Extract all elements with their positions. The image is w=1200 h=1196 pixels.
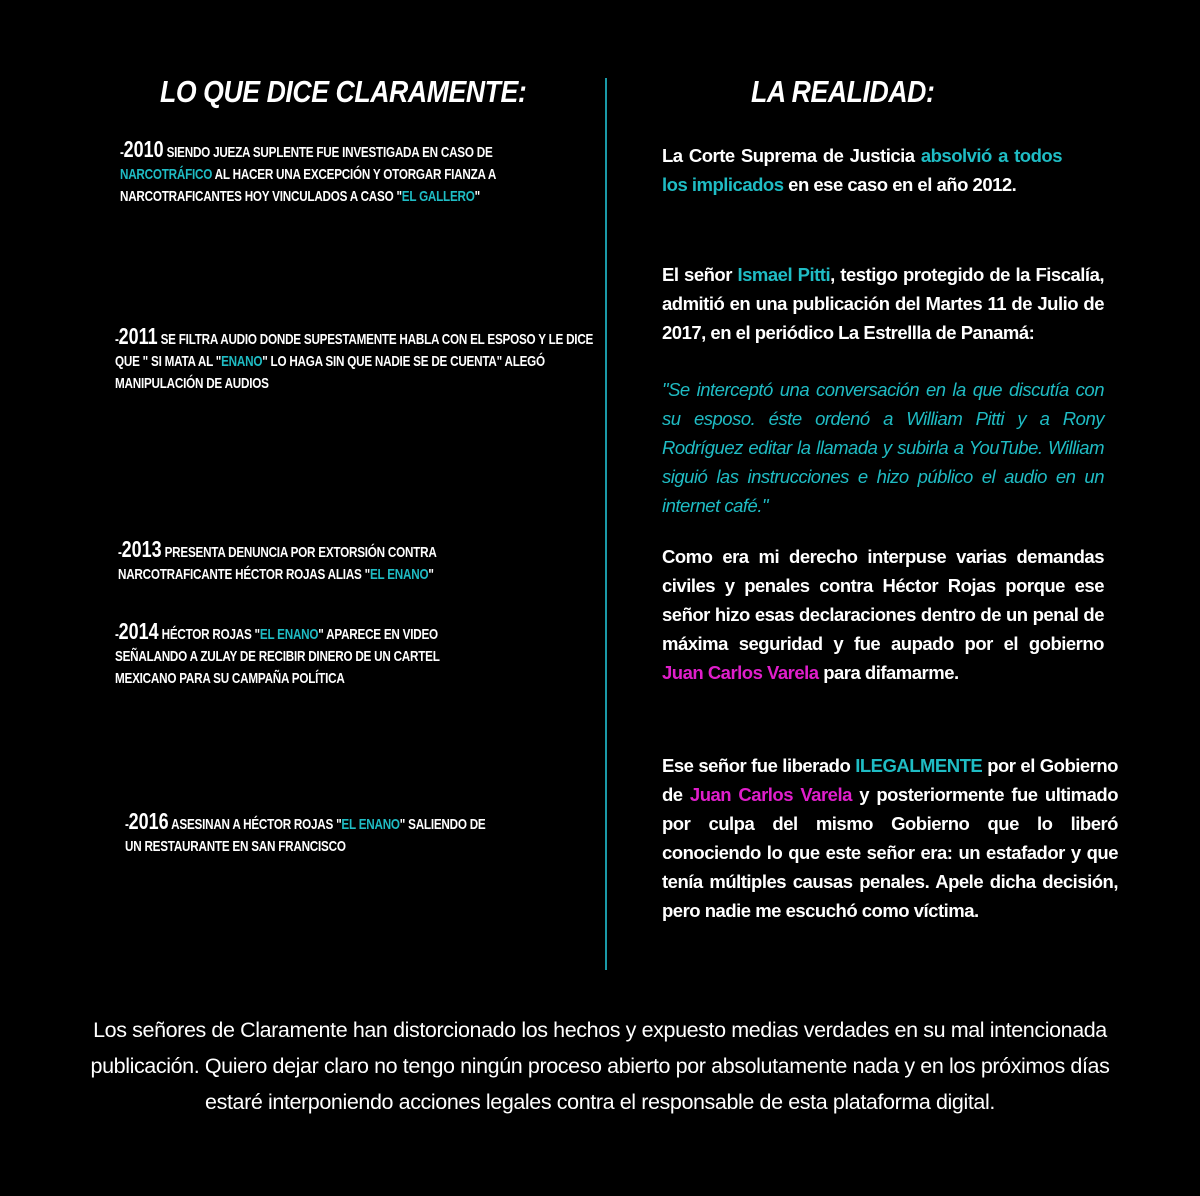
block-text: Ese señor fue liberado xyxy=(662,755,856,776)
block-text: y posteriormente fue ultimado por culpa del mismo Gobierno que lo liberó conociendo lo que este señor era: un estafador y que tenía múltiples causas penales. Apele dicha decisión, pero nadie me escuchó como víctima. xyxy=(662,784,1118,921)
timeline-item-2014 xyxy=(115,620,466,690)
block-highlight-magenta: Juan Carlos Varela xyxy=(662,662,819,683)
item-text: HÉCTOR ROJAS " xyxy=(158,626,260,643)
item-highlight: EL ENANO xyxy=(259,626,319,643)
item-prefix: - xyxy=(118,544,122,561)
timeline-item-2013 xyxy=(118,538,531,586)
item-text: " xyxy=(428,566,434,583)
item-highlight: EL ENANO xyxy=(341,816,400,833)
reality-block-1 xyxy=(662,141,1062,199)
item-text: " SALIENDO DE UN RESTAURANTE EN SAN FRANCISCO xyxy=(125,816,486,855)
item-prefix: - xyxy=(115,626,119,643)
reality-block-2 xyxy=(662,260,1104,347)
right-heading: LA REALIDAD: xyxy=(751,74,935,109)
item-year: 2013 xyxy=(121,536,162,562)
block-text: El señor xyxy=(662,264,738,285)
block-text: Como era mi derecho interpuse varias demandas civiles y penales contra Héctor Rojas porque ese señor hizo esas declaraciones dentro de un penal de máxima seguridad y fue aupado por el gobierno xyxy=(662,546,1104,654)
item-text: AL HACER UNA EXCEPCIÓN Y OTORGAR FIANZA A NARCOTRAFICANTES HOY VINCULADOS A CASO " xyxy=(120,166,496,205)
item-text: " xyxy=(474,188,480,205)
reality-quote: "Se interceptó una conversación en la que discutía con su esposo. éste ordenó a William Pitti y a Rony Rodríguez editar la llamada y subirla a YouTube. William siguió las instrucciones e hizo público el audio en un internet café." xyxy=(662,379,1104,516)
item-highlight: NARCOTRÁFICO xyxy=(120,166,213,183)
item-highlight: EL ENANO xyxy=(369,566,429,583)
block-highlight: absolvió a todos los implicados xyxy=(662,145,1062,195)
block-highlight: Ismael Pitti xyxy=(737,264,831,285)
item-text: SIENDO JUEZA SUPLENTE FUE INVESTIGADA EN CASO DE xyxy=(163,144,493,161)
footer-statement: Los señores de Claramente han distorcionado los hechos y expuesto medias verdades en su mal intencionada publicación. Quiero dejar claro no tengo ningún proceso abierto por absolutamente nada y en los próximos días estaré interponiendo acciones legales contra el responsable de esta plataforma digital. xyxy=(90,1018,1110,1114)
item-year: 2016 xyxy=(128,808,169,834)
item-text: SE FILTRA AUDIO DONDE SUPESTAMENTE HABLA CON EL ESPOSO Y LE DICE QUE " SI MATA AL " xyxy=(115,331,594,370)
timeline-item-2011 xyxy=(115,325,595,395)
block-highlight-magenta: Juan Carlos Varela xyxy=(689,784,852,805)
block-text: en ese caso en el año 2012. xyxy=(783,174,1017,195)
item-year: 2010 xyxy=(123,136,164,162)
item-prefix: - xyxy=(125,816,129,833)
block-text: para difamarme. xyxy=(818,662,959,683)
column-divider xyxy=(605,78,607,970)
timeline-item-2010 xyxy=(120,138,557,208)
item-prefix: - xyxy=(120,144,124,161)
item-year: 2014 xyxy=(118,618,159,644)
timeline-item-2016 xyxy=(125,810,492,858)
left-heading: LO QUE DICE CLARAMENTE: xyxy=(160,74,527,109)
item-highlight: EL GALLERO xyxy=(401,188,475,205)
item-text: PRESENTA DENUNCIA POR EXTORSIÓN CONTRA NARCOTRAFICANTE HÉCTOR ROJAS ALIAS " xyxy=(118,544,437,583)
block-text: por el Gobierno de xyxy=(662,755,1118,805)
item-prefix: - xyxy=(115,331,119,348)
block-text: , testigo protegido de la Fiscalía, admitió en una publicación del Martes 11 de Julio de 2017, en el periódico La Estrellla de Panamá: xyxy=(662,264,1104,343)
item-text: ASESINAN A HÉCTOR ROJAS " xyxy=(168,816,342,833)
reality-block-4 xyxy=(662,751,1118,925)
item-text: " LO HAGA SIN QUE NADIE SE DE CUENTA" ALEGÓ MANIPULACIÓN DE AUDIOS xyxy=(115,353,545,392)
item-year: 2011 xyxy=(118,323,158,349)
item-highlight: ENANO xyxy=(221,353,263,370)
block-highlight: ILEGALMENTE xyxy=(855,755,983,776)
block-text: La Corte Suprema de Justicia xyxy=(662,145,921,166)
item-text: " APARECE EN VIDEO SEÑALANDO A ZULAY DE RECIBIR DINERO DE UN CARTEL MEXICANO PARA SU CAMPAÑA POLÍTICA xyxy=(115,626,440,687)
reality-block-3 xyxy=(662,542,1104,687)
